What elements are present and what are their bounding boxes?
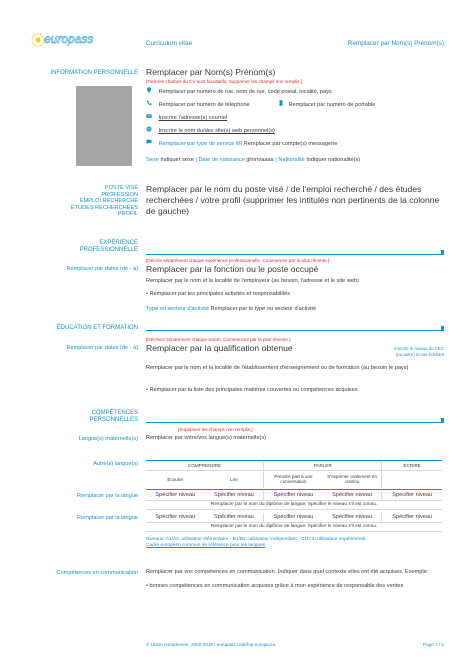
dob-label: Date de naissance — [198, 157, 245, 163]
language-row-1-label: Remplacer par la langue — [77, 493, 138, 499]
nationality-label: Nationalité — [278, 157, 305, 163]
level-cell[interactable]: Spécifier niveau — [382, 513, 442, 522]
experience-hint: [Décrire séparément chaque expérience professionnelle. Commencer par la plus récente.] — [146, 258, 330, 263]
levels-note: Niveaux: A1/A2: utilisateur élémentaire - B1/B2: utilisateur indépendant - C1/C2: utilisateur expérimenté — [146, 537, 366, 542]
chat-icon — [146, 139, 152, 145]
level-cell[interactable]: Spécifier niveau — [205, 491, 264, 500]
experience-dates: Remplacer par dates (de - à) — [66, 266, 138, 272]
language-table — [146, 462, 442, 488]
europass-logo — [30, 30, 105, 50]
section-job-label: POSTE VISÉ PROFESSION EMPLOI RECHERCHÉ ÉTUDES RECHERCHÉES PROFIL — [70, 185, 138, 218]
col-parler: PARLER — [264, 462, 382, 470]
job-text: Remplacer par le nom du poste visé / de l'emploi recherché / des études recherchées / votre profil (supprimer les intitulés non pertinents de la colonne de gauche) — [146, 184, 440, 216]
other-languages-label: Autre(s) langue(s) — [93, 461, 138, 467]
level-cell[interactable]: Spécifier niveau — [146, 491, 205, 500]
header-name: Remplacer par Nom(s) Prénom(s) — [347, 40, 444, 47]
footer-copyright: © Union européenne, 2002-2018 | europass.cedefop.europa.eu — [146, 642, 276, 647]
email-icon — [146, 113, 152, 119]
phone-line: Remplacer par numéro de téléphone — [146, 100, 250, 109]
level-cell[interactable]: Spécifier niveau — [323, 491, 382, 500]
footer-page: Page 1 / 2 — [423, 642, 444, 647]
mobile-line: Remplacer par numéro de portable — [278, 100, 375, 109]
education-bullet: • Remplacer par la liste des principales matières couvertes ou compétences acquises — [146, 387, 358, 393]
level-cell[interactable]: Spécifier niveau — [264, 491, 323, 500]
language-table-topline — [146, 460, 442, 461]
skills-hint: [Supprimer les champs non remplis.] — [178, 427, 253, 432]
experience-bullet: • Remplacer par les principales activités et responsabilités — [146, 291, 291, 297]
mother-tongue-label: Langue(s) maternelle(s) — [78, 436, 138, 442]
email-link[interactable]: Inscrire l'adresse(s) courriel — [158, 115, 228, 121]
section-skills-label: COMPÉTENCES PERSONNELLES — [89, 410, 138, 423]
experience-title: Remplacer par la fonction ou le poste occupé — [146, 264, 319, 274]
dob-value: jj/mm/aaaa — [246, 157, 274, 163]
sexe-label: Sexe — [146, 157, 159, 163]
col-lire: Lire — [230, 476, 238, 482]
experience-divider-end — [441, 250, 444, 255]
col-ecouter: Écouter — [167, 476, 184, 482]
diploma-cell[interactable]: Remplacer par le nom du diplôme de langue. Spécifier le niveau s'il est connu. — [146, 522, 442, 531]
cadre-reference-link[interactable]: Cadre européen commun de référence pour les langues — [146, 543, 266, 548]
im-line: Remplacer par type de service MI Remplacer par compte(s) messagerie — [146, 139, 337, 148]
language-row-2 — [146, 513, 442, 532]
sexe-value: Indiquer sexe — [160, 157, 194, 163]
phone-icon — [146, 100, 152, 106]
diploma-cell[interactable]: Remplacer par le nom du diplôme de langue. Spécifier le niveau s'il est connu. — [146, 500, 442, 509]
section-experience-label: EXPÉRIENCE PROFESSIONNELLE — [79, 240, 138, 253]
language-row-1 — [146, 491, 442, 510]
experience-sector: Type ou secteur d'activité Remplacer par le type ou secteur d'activité — [146, 306, 317, 312]
education-dates: Remplacer par dates (de - à) — [66, 345, 138, 351]
col-comprendre: COMPRENDRE — [146, 462, 264, 470]
globe-icon — [146, 126, 152, 132]
communication-label: Compétences en communication — [56, 570, 138, 576]
communication-bullet: • bonnes compétences en communication acquises grâce à mon expérience de responsable des ventes — [146, 583, 404, 589]
nationality-value: Indiquer nationalité(s) — [306, 157, 361, 163]
address-line: Remplacer par numéro de rue, nom de rue, code postal, localité, pays — [146, 87, 332, 96]
mother-tongue-value: Remplacer par votre/vos langue(s) maternelle(s) — [146, 435, 267, 441]
website-line — [146, 126, 275, 135]
experience-employer: Remplacer par le nom et la localité de l'employeur (au besoin, l'adresse et le site web) — [146, 278, 359, 284]
education-divider-end — [441, 326, 444, 331]
location-icon — [146, 87, 152, 93]
level-cell[interactable]: Spécifier niveau — [264, 513, 323, 522]
document-title: Curriculum vitae — [146, 40, 193, 47]
education-divider — [146, 330, 442, 331]
experience-divider — [146, 254, 442, 255]
personal-details-line: Sexe Indiquer sexe | Date de naissance jj/mm/aaaa | Nationalité Indiquer nationalité(s) — [146, 157, 361, 163]
photo-placeholder[interactable] — [76, 86, 132, 166]
communication-text: Remplacer par vos compétences en communication. Indiquer dans quel contexte elles ont été acquises. Exemple: — [146, 569, 429, 575]
education-level-note: Inscrire le niveau du CEC (ou autre) si cas échéant — [394, 346, 444, 357]
col-expression: S'exprimer oralement en continu — [327, 474, 378, 485]
level-cell[interactable]: Spécifier niveau — [382, 491, 442, 500]
col-ecrire: ÉCRIRE — [382, 462, 442, 470]
skills-divider-end — [441, 418, 444, 423]
section-personal-info: INFORMATION PERSONNELLE — [50, 70, 138, 76]
education-hint: [Décrivez séparément chaque action. Commencez par la plus récente.] — [146, 337, 291, 342]
education-org: Remplacer par le nom et la localité de l'établissement d'enseignement ou de formation (au besoin le pays) — [146, 365, 409, 371]
logo-text: europass — [44, 32, 94, 46]
personal-hint: [Tous les champs du CV sont facultatifs. Supprimer les champs non remplis.] — [146, 79, 302, 84]
level-cell[interactable]: Spécifier niveau — [205, 513, 264, 522]
section-education-label: ÉDUCATION ET FORMATION — [56, 325, 138, 331]
skills-divider — [146, 422, 442, 423]
email-line — [146, 113, 227, 122]
level-cell[interactable]: Spécifier niveau — [146, 513, 205, 522]
language-row-2-label: Remplacer par la langue — [77, 515, 138, 521]
level-cell[interactable]: Spécifier niveau — [323, 513, 382, 522]
language-table-midline — [146, 489, 442, 490]
mobile-icon — [278, 100, 284, 106]
col-conversation: Prendre part à une conversation — [264, 470, 323, 488]
education-title: Remplacer par la qualification obtenue — [146, 343, 293, 353]
website-link[interactable]: Inscrire le nom du/des site(s) web personnel(s) — [158, 128, 275, 134]
personal-name: Remplacer par Nom(s) Prénom(s) — [146, 67, 276, 77]
